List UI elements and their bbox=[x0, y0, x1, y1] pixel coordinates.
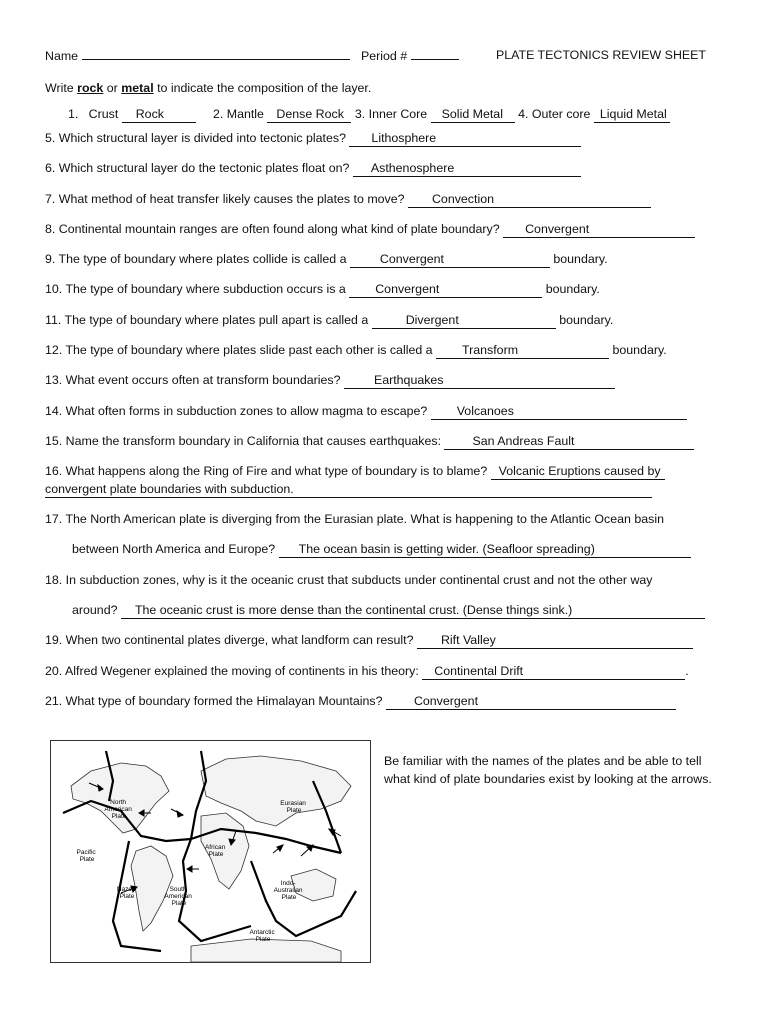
question-17 bbox=[45, 511, 664, 527]
question-20 bbox=[45, 663, 689, 680]
answer-field[interactable]: convergent plate boundaries with subduction. bbox=[45, 481, 652, 498]
answer-field[interactable]: Convergent bbox=[386, 693, 676, 710]
label-african: African Plate bbox=[204, 844, 226, 858]
question-text: 5. Which structural layer is divided into tectonic plates? bbox=[45, 131, 346, 145]
answer-field[interactable]: The oceanic crust is more dense than the continental crust. (Dense things sink.) bbox=[121, 602, 705, 619]
header-row bbox=[45, 47, 459, 64]
world-plates-map bbox=[51, 741, 370, 962]
question-text: 9. The type of boundary where plates collide is called a bbox=[45, 252, 347, 266]
item-number: 4. bbox=[518, 107, 529, 121]
question-21 bbox=[45, 693, 676, 710]
keyword-metal: metal bbox=[121, 81, 154, 95]
crust-answer[interactable]: Rock bbox=[122, 106, 196, 123]
period-label: Period # bbox=[360, 49, 408, 63]
question-tail: boundary. bbox=[559, 313, 614, 327]
answer-field[interactable]: Volcanic Eruptions caused by bbox=[491, 463, 665, 480]
question-17-continued bbox=[72, 541, 691, 558]
question-text: 15. Name the transform boundary in California that causes earthquakes: bbox=[45, 434, 442, 448]
question-tail: boundary. bbox=[612, 343, 667, 357]
question-text: 21. What type of boundary formed the Himalayan Mountains? bbox=[45, 694, 383, 708]
instruction-text: to indicate the composition of the layer. bbox=[157, 81, 372, 95]
question-text: 13. What event occurs often at transform boundaries? bbox=[45, 373, 341, 387]
question-8 bbox=[45, 221, 695, 238]
question-text: 10. The type of boundary where subduction occurs is a bbox=[45, 282, 346, 296]
mantle-label: Mantle bbox=[226, 107, 264, 121]
label-indo-australian: Indo- Australian Plate bbox=[273, 880, 303, 901]
answer-field[interactable]: Earthquakes bbox=[344, 372, 615, 389]
question-13 bbox=[45, 372, 615, 389]
label-antarctic: Antarctic Plate bbox=[249, 929, 275, 943]
question-text: 11. The type of boundary where plates pull apart is called a bbox=[45, 313, 369, 327]
crust-label: Crust bbox=[88, 107, 119, 121]
question-text: 6. Which structural layer do the tectonic plates float on? bbox=[45, 161, 350, 175]
answer-field[interactable]: Convergent bbox=[503, 221, 695, 238]
map-note: Be familiar with the names of the plates and be able to tell what kind of plate boundaries exist by looking at the arrows. bbox=[384, 754, 712, 786]
label-south-american: South American Plate bbox=[164, 886, 192, 907]
outer-core-answer[interactable]: Liquid Metal bbox=[594, 106, 670, 123]
answer-field[interactable]: Asthenosphere bbox=[353, 160, 581, 177]
question-11 bbox=[45, 312, 613, 329]
question-text: 7. What method of heat transfer likely causes the plates to move? bbox=[45, 192, 405, 206]
question-18 bbox=[45, 572, 653, 588]
worksheet-title: PLATE TECTONICS REVIEW SHEET bbox=[496, 48, 706, 62]
instruction-text: or bbox=[106, 81, 118, 95]
question-14 bbox=[45, 403, 687, 420]
question-text: 8. Continental mountain ranges are often found along what kind of plate boundary? bbox=[45, 222, 500, 236]
answer-field[interactable]: Convergent bbox=[349, 281, 542, 298]
answer-field[interactable]: The ocean basin is getting wider. (Seafloor spreading) bbox=[279, 541, 691, 558]
question-9 bbox=[45, 251, 608, 268]
question-6 bbox=[45, 160, 581, 177]
question-text: 16. What happens along the Ring of Fire and what type of boundary is to blame? bbox=[45, 464, 488, 478]
item-number: 1. bbox=[68, 107, 79, 121]
inner-core-answer[interactable]: Solid Metal bbox=[431, 106, 515, 123]
question-tail: boundary. bbox=[545, 282, 600, 296]
answer-field[interactable]: Lithosphere bbox=[349, 130, 581, 147]
keyword-rock: rock bbox=[77, 81, 104, 95]
question-16-continued bbox=[45, 481, 652, 498]
answer-field[interactable]: Convection bbox=[408, 191, 651, 208]
answer-field[interactable]: Continental Drift bbox=[422, 663, 685, 680]
item-number: 2. bbox=[212, 107, 224, 121]
question-tail: boundary. bbox=[553, 252, 608, 266]
question-19 bbox=[45, 632, 693, 649]
question-text: 18. In subduction zones, why is it the oceanic crust that subducts under continental crust and not the other way bbox=[45, 573, 653, 587]
name-label: Name bbox=[45, 49, 79, 63]
outer-core-label: Outer core bbox=[531, 107, 591, 121]
label-eurasian: Eurasian Plate bbox=[280, 800, 306, 814]
question-18-continued bbox=[72, 602, 705, 619]
item-number: 3. bbox=[354, 107, 366, 121]
question-15 bbox=[45, 433, 694, 450]
instruction-text: Write bbox=[45, 81, 74, 95]
question-text: 12. The type of boundary where plates slide past each other is called a bbox=[45, 343, 433, 357]
answer-field[interactable]: Convergent bbox=[350, 251, 550, 268]
label-nazca: Nazca Plate bbox=[116, 886, 136, 900]
question-text: 19. When two continental plates diverge, what landform can result? bbox=[45, 633, 414, 647]
answer-field[interactable]: Transform bbox=[436, 342, 609, 359]
label-north-american: North American Plate bbox=[104, 799, 132, 820]
answer-field[interactable]: Divergent bbox=[372, 312, 556, 329]
plate-map bbox=[50, 740, 371, 963]
label-pacific: Pacific Plate bbox=[76, 849, 96, 863]
question-16 bbox=[45, 463, 665, 480]
period-blank[interactable] bbox=[411, 47, 459, 60]
answer-field[interactable]: Rift Valley bbox=[417, 632, 693, 649]
question-5 bbox=[45, 130, 581, 147]
question-7 bbox=[45, 191, 651, 208]
question-text: 20. Alfred Wegener explained the moving of continents in his theory: bbox=[45, 664, 419, 678]
name-blank[interactable] bbox=[82, 47, 350, 60]
question-text: 14. What often forms in subduction zones to allow magma to escape? bbox=[45, 404, 428, 418]
question-text: around? bbox=[72, 603, 118, 617]
question-10 bbox=[45, 281, 600, 298]
instruction bbox=[45, 80, 371, 96]
answer-field[interactable]: Volcanoes bbox=[431, 403, 687, 420]
inner-core-label: Inner Core bbox=[368, 107, 428, 121]
answer-field[interactable]: San Andreas Fault bbox=[444, 433, 694, 450]
question-text: 17. The North American plate is diverging from the Eurasian plate. What is happening to the Atlantic Ocean basin bbox=[45, 512, 664, 526]
question-tail: . bbox=[685, 664, 689, 678]
layers-row bbox=[68, 106, 670, 123]
question-12 bbox=[45, 342, 667, 359]
question-text: between North America and Europe? bbox=[72, 542, 276, 556]
mantle-answer[interactable]: Dense Rock bbox=[267, 106, 351, 123]
